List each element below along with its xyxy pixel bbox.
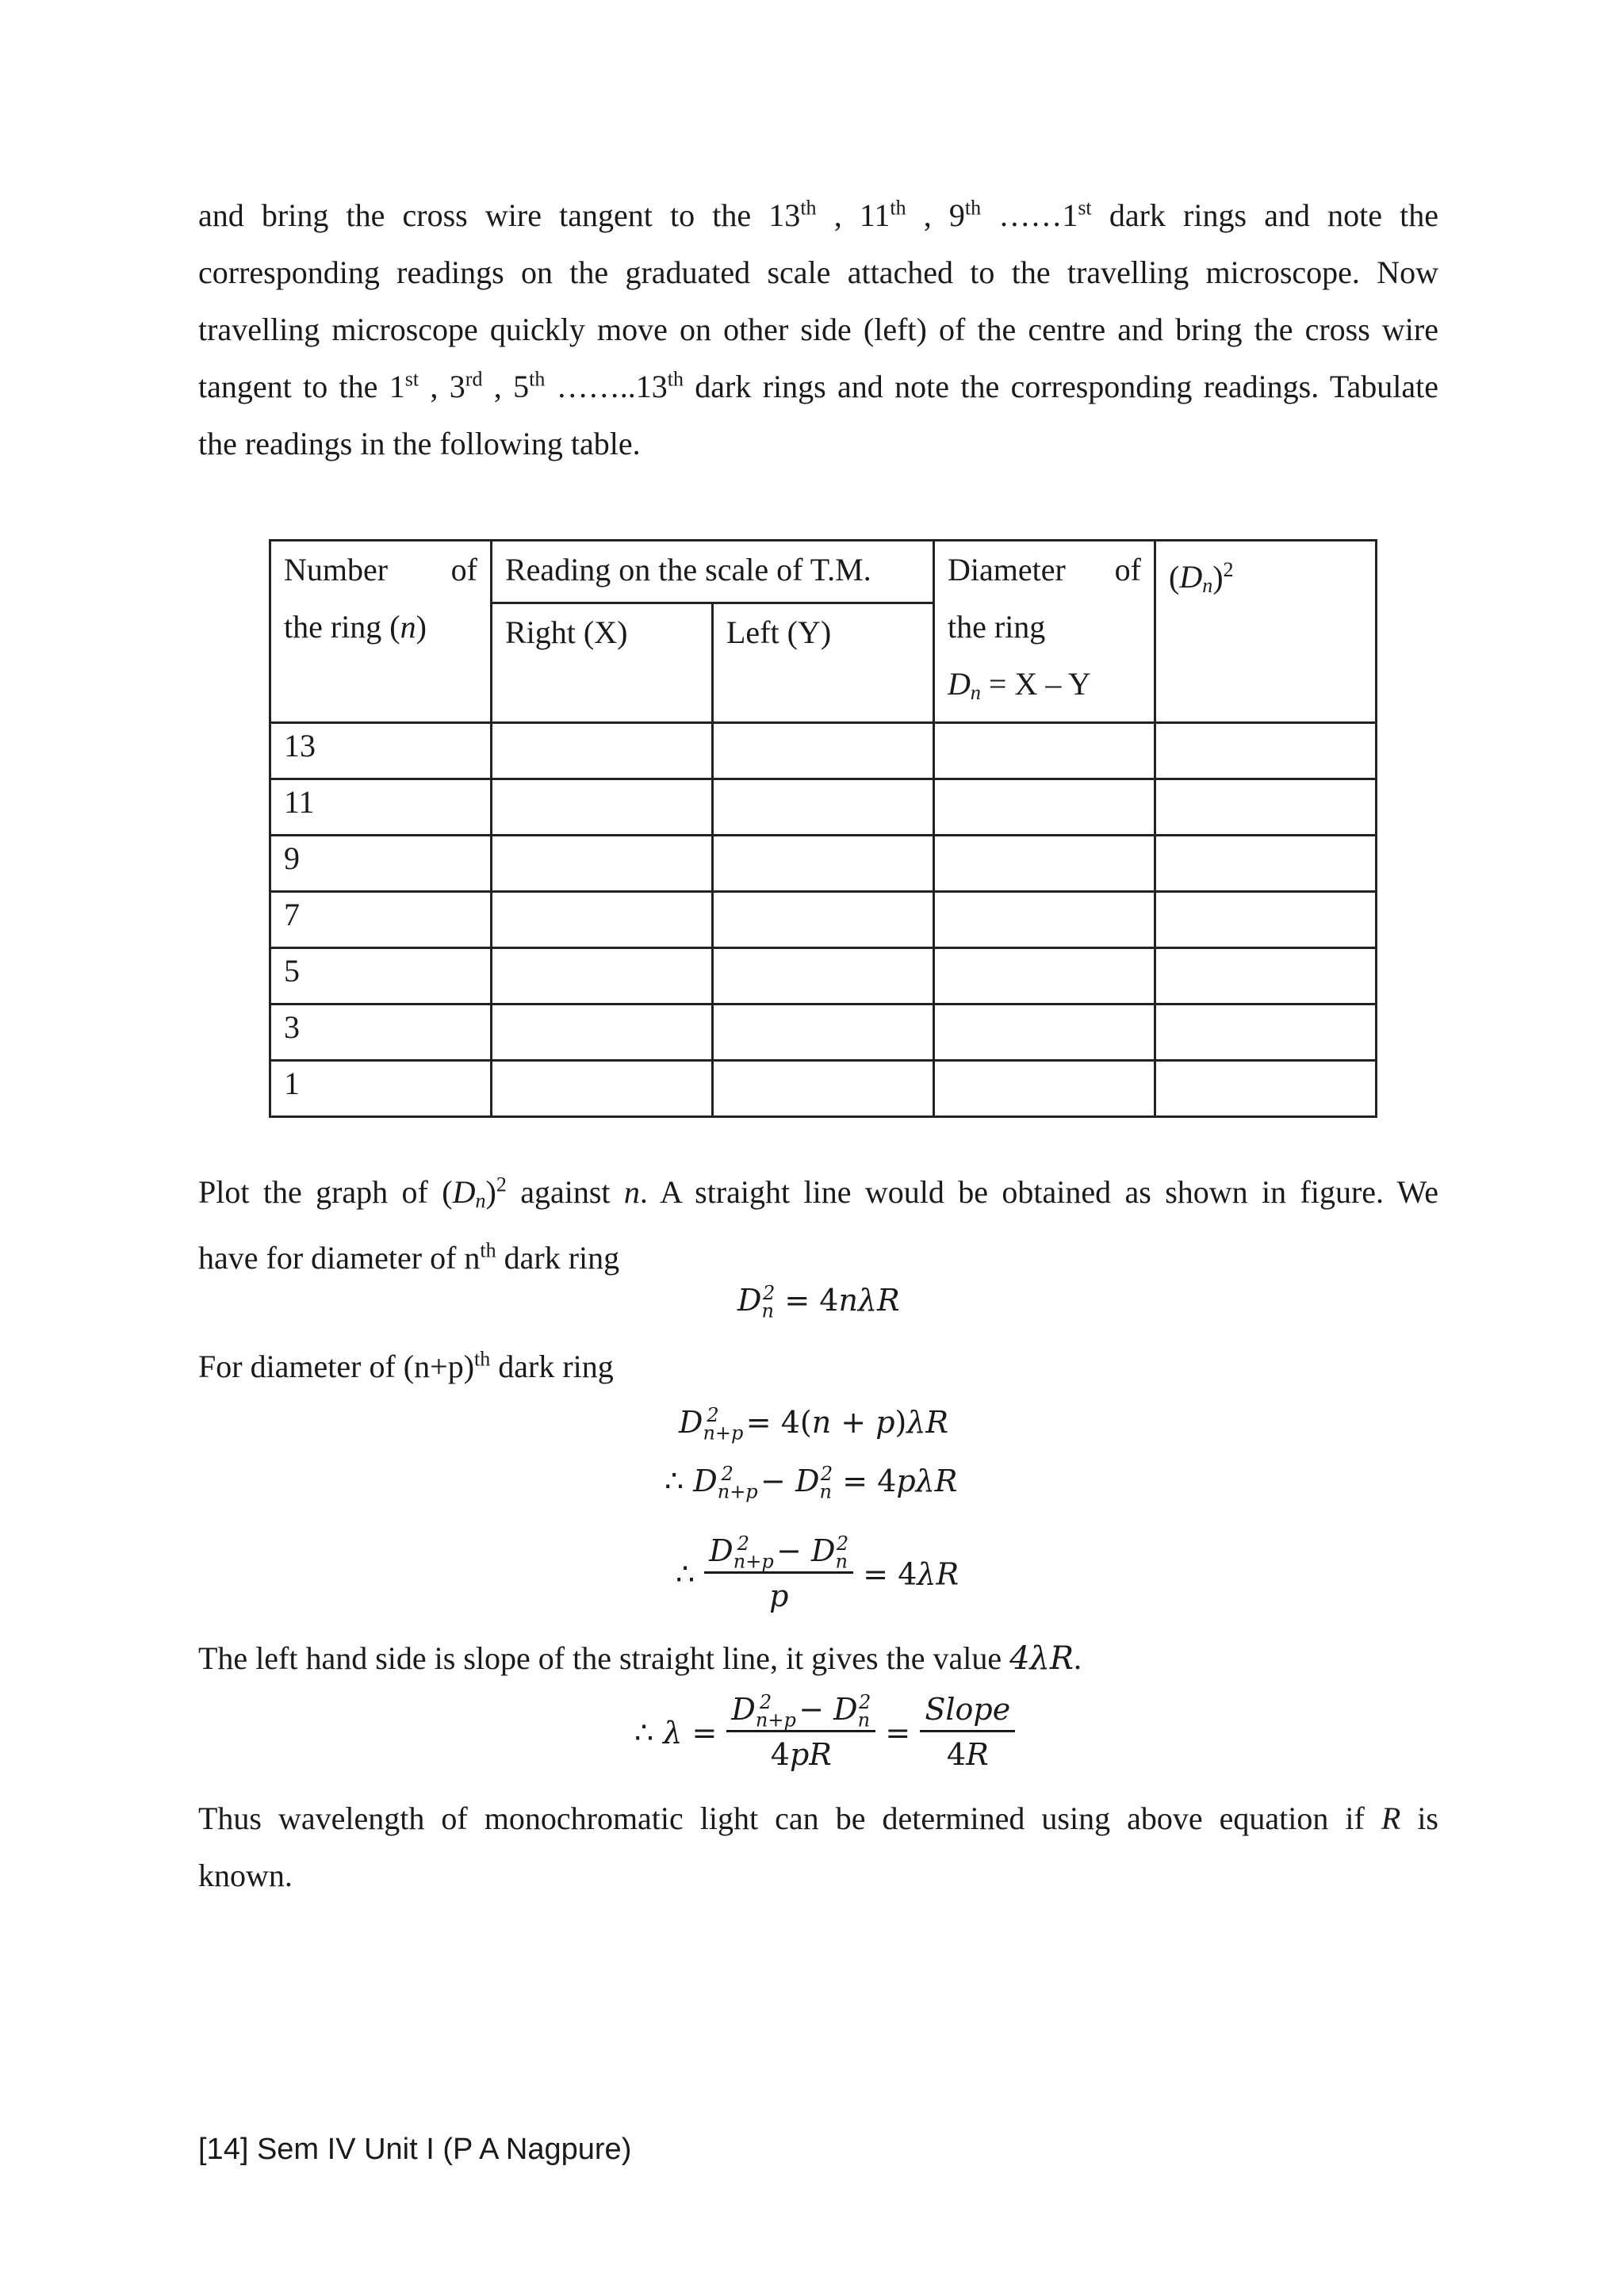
equation-dn-squared: $D_n^2 = 4n\lambda R$ (737, 1282, 900, 1322)
table-row (270, 892, 1377, 948)
cell-right (492, 723, 713, 779)
table-row (270, 1004, 1377, 1061)
intro-line-3: travelling microscope quickly move on other side (left) of the centre and bring the cross wire (198, 312, 1438, 347)
ring-number: 1 (270, 1061, 492, 1117)
cell-diameter (934, 723, 1155, 779)
cell-dn2 (1155, 723, 1377, 779)
intro-line-4: tangent to the 1st , 3rd , 5th ……..13th dark rings and note the corresponding readings. Tabulate (198, 367, 1438, 404)
cell-diameter (934, 948, 1155, 1004)
header-number-of-ring: Number of the ring (n) (270, 541, 492, 723)
ring-number: 7 (270, 892, 492, 948)
table-row (270, 948, 1377, 1004)
cell-left (713, 723, 934, 779)
cell-right (492, 836, 713, 892)
cell-left (713, 892, 934, 948)
table-row (270, 723, 1377, 779)
cell-dn2 (1155, 779, 1377, 836)
cell-right (492, 892, 713, 948)
intro-line-2: corresponding readings on the graduated scale attached to the travelling microscope. Now (198, 254, 1438, 290)
for-diameter-line: For diameter of $(n+p)^{th}$ dark ring (198, 1347, 614, 1384)
intro-line-1: and bring the cross wire tangent to the 13th , 11th , 9th ……1st dark rings and note the (198, 196, 1438, 233)
ring-number: 9 (270, 836, 492, 892)
ring-number: 3 (270, 1004, 492, 1061)
cell-dn2 (1155, 1004, 1377, 1061)
equation-lambda: ∴ λ = $\frac{D_{n+p}^2 - D_n^2}{4pR}$ = $\frac{\text{Slope}}{4R}$ (634, 1689, 1015, 1777)
slope-text: The left hand side is slope of the straight line, it gives the value 4λR. (198, 1640, 1082, 1677)
cell-diameter (934, 836, 1155, 892)
equation-slope-fraction: ∴ $\frac{D_{n+p}^2 - D_n^2}{p}$ = 4λR (676, 1530, 959, 1618)
conclusion-line-1: Thus wavelength of monochromatic light can be determined using above equation if R is (198, 1800, 1438, 1836)
cell-left (713, 1061, 934, 1117)
cell-left (713, 836, 934, 892)
table-row (270, 779, 1377, 836)
equation-difference: ∴ $D_{n+p}^2 - D_n^2 = 4p\lambda R$ (665, 1463, 958, 1503)
intro-line-5: the readings in the following table. (198, 426, 641, 461)
cell-right (492, 1004, 713, 1061)
cell-left (713, 1004, 934, 1061)
plot-paragraph (198, 1164, 1438, 1287)
cell-dn2 (1155, 1061, 1377, 1117)
table-row (270, 1061, 1377, 1117)
cell-right (492, 779, 713, 836)
intro-paragraph (198, 187, 1438, 473)
header-dn-squared: $(D_n)^2$ (1155, 541, 1377, 723)
plot-line-1: Plot the graph of $(D_n)^2$ against n. A straight line would be obtained as shown in figure. We (198, 1173, 1438, 1212)
table-row (270, 836, 1377, 892)
ring-number: 5 (270, 948, 492, 1004)
plot-line-2: have for diameter of $n^{th}$ dark ring (198, 1238, 620, 1276)
cell-right (492, 1061, 713, 1117)
cell-diameter (934, 1004, 1155, 1061)
cell-diameter (934, 779, 1155, 836)
ring-number: 13 (270, 723, 492, 779)
conclusion-line-2: known. (198, 1858, 293, 1893)
cell-dn2 (1155, 892, 1377, 948)
cell-left (713, 948, 934, 1004)
header-right-x: Right (X) (492, 603, 713, 723)
cell-diameter (934, 1061, 1155, 1117)
header-diameter: Diameter of the ring $D_n = X - Y$ (934, 541, 1155, 723)
page-footer: [14] Sem IV Unit I (P A Nagpure) (198, 2133, 632, 2166)
equation-dnp-squared: $D_{n+p}^2 = 4(n + p)\lambda R$ (679, 1404, 949, 1445)
header-reading: Reading on the scale of T.M. (492, 541, 934, 603)
cell-dn2 (1155, 948, 1377, 1004)
cell-right (492, 948, 713, 1004)
observation-table (269, 539, 1377, 1118)
cell-left (713, 779, 934, 836)
conclusion-paragraph (198, 1790, 1438, 1904)
cell-dn2 (1155, 836, 1377, 892)
cell-diameter (934, 892, 1155, 948)
ring-number: 11 (270, 779, 492, 836)
header-left-y: Left (Y) (713, 603, 934, 723)
